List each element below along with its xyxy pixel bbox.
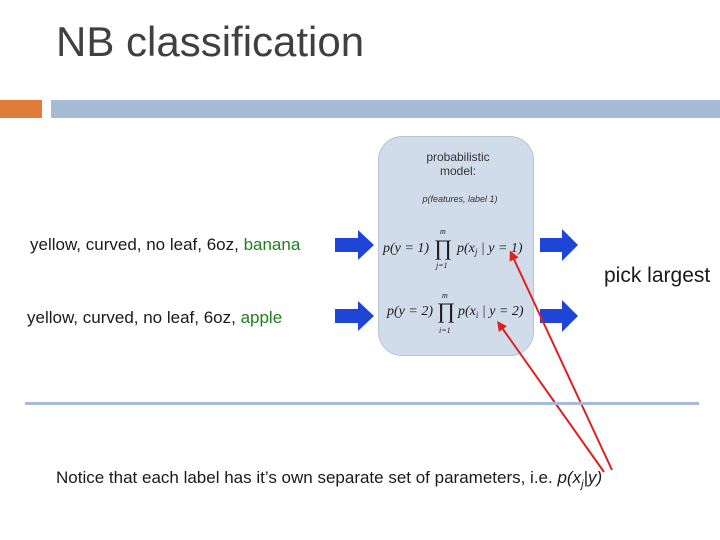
notice-expression: $p(x_j|y)$ [557,468,603,491]
notice-text [56,468,602,494]
formula1-likelihood: $p(x_j$ | y = 1) [457,241,523,257]
pick-largest-label: pick largest [604,264,711,287]
example-features: yellow, curved, no leaf, 6oz, [27,308,241,327]
parameter-pointer-arrow-2 [500,325,604,472]
formula1-upper-limit: m [440,227,446,236]
formula2-lower-limit: i=1 [439,326,451,335]
formula1-prior: p(y = 1) [383,241,429,256]
formula2-likelihood: $p(x_i$ | y = 2) [458,304,524,320]
output-arrow-1-icon [540,229,578,261]
formula2-product-icon: ∏ [437,298,456,323]
example-label: apple [240,308,283,327]
formula1-product-icon: ∏ [434,235,453,260]
input-arrow-1-icon [335,230,374,260]
example-features: yellow, curved, no leaf, 6oz, [30,235,244,254]
input-arrow-2-icon [335,301,374,331]
model-subtitle: p(features, label 1) [422,194,498,204]
model-title-line1: probabilistic [426,150,490,164]
formula2-upper-limit: m [442,291,448,300]
divider-line [25,402,699,405]
example-label: banana [243,235,301,254]
slide-title: NB classification [56,18,365,65]
notice-sentence: Notice that each label has it’s own separate set of parameters, i.e. [56,468,558,487]
model-title-line2: model: [439,164,477,178]
formula1-lower-limit: j=1 [436,261,448,270]
formula2-prior: p(y = 2) [387,304,433,319]
